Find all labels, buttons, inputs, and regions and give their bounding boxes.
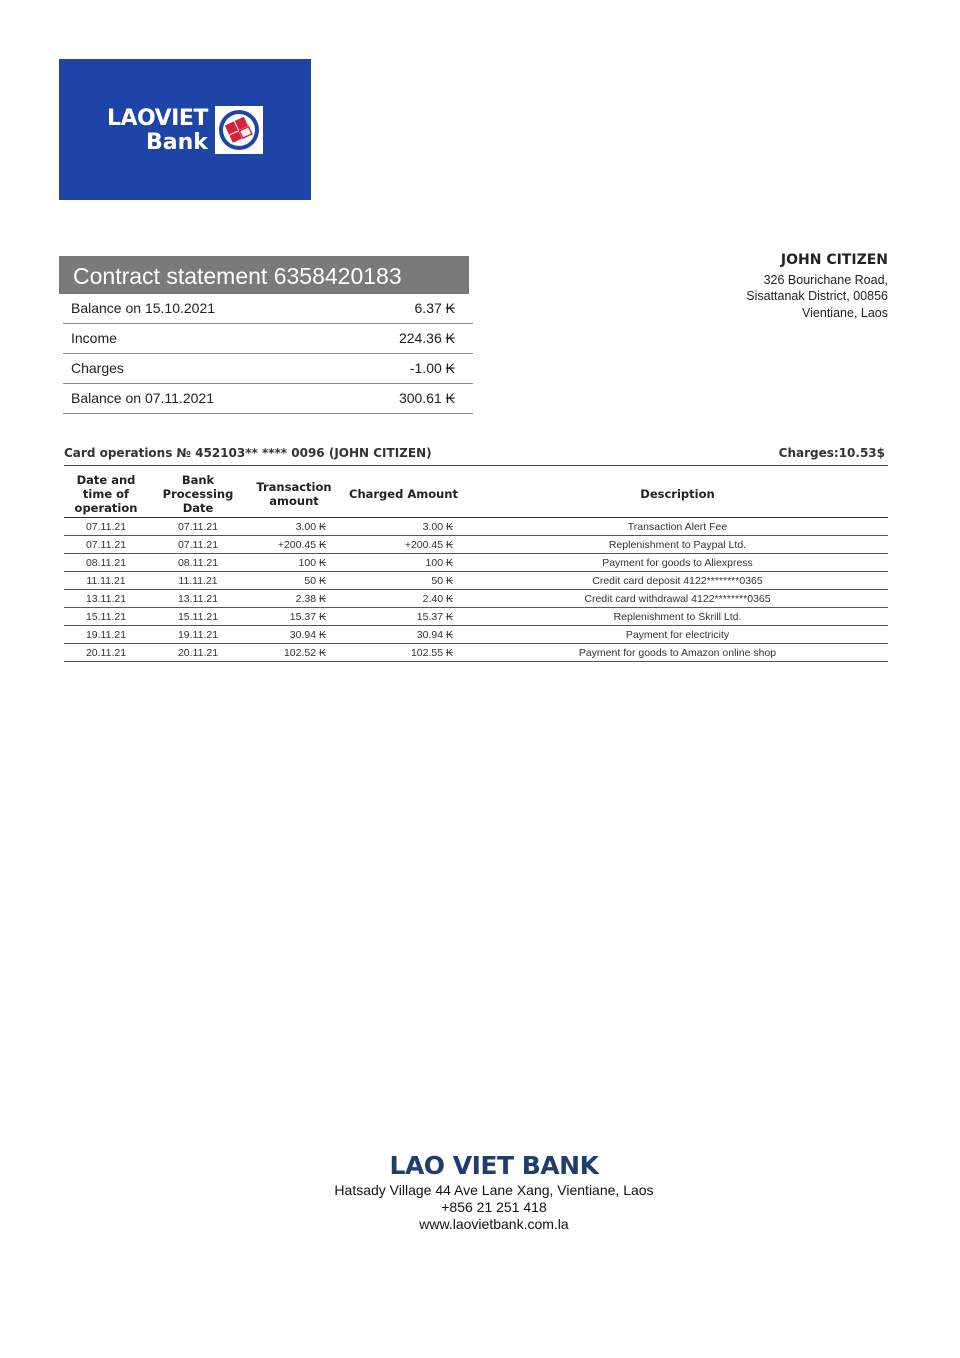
cell-transaction-amount: 15.37 ₭ (248, 608, 340, 626)
col-header-description: Description (467, 470, 888, 518)
cell-description: Payment for electricity (467, 626, 888, 644)
cell-date: 13.11.21 (64, 590, 148, 608)
cell-processing-date: 20.11.21 (148, 644, 248, 662)
bank-footer (0, 1150, 960, 1233)
cell-description: Credit card withdrawal 4122********0365 (467, 590, 888, 608)
table-row (64, 536, 888, 554)
footer-website-link[interactable]: www.laovietbank.com.la (419, 1216, 569, 1232)
contract-title: Contract statement 6358420183 (59, 256, 469, 294)
summary-row-income: Income 224.36 ₭ (63, 324, 473, 354)
card-operations-header (64, 444, 888, 466)
charges-total: Charges:10.53$ (778, 446, 885, 460)
summary-row-charges: Charges -1.00 ₭ (63, 354, 473, 384)
cell-processing-date: 08.11.21 (148, 554, 248, 572)
table-header-row (64, 470, 888, 518)
cell-description: Replenishment to Paypal Ltd. (467, 536, 888, 554)
cell-transaction-amount: +200.45 ₭ (248, 536, 340, 554)
cell-description: Transaction Alert Fee (467, 518, 888, 536)
cell-processing-date: 15.11.21 (148, 608, 248, 626)
cell-processing-date: 07.11.21 (148, 536, 248, 554)
customer-name: JOHN CITIZEN (780, 252, 888, 268)
address-line: Vientiane, Laos (802, 305, 888, 320)
cell-description: Payment for goods to Amazon online shop (467, 644, 888, 662)
cell-charged-amount: 102.55 ₭ (340, 644, 467, 662)
cell-transaction-amount: 102.52 ₭ (248, 644, 340, 662)
card-operations-table (64, 470, 888, 662)
card-operations-label: Card operations № 452103** **** 0096 (JOHN CITIZEN) (64, 446, 432, 460)
cell-date: 19.11.21 (64, 626, 148, 644)
address-line: Sisattanak District, 00856 (746, 289, 888, 303)
col-header-transaction-amount: Transaction amount (248, 470, 340, 518)
cell-date: 07.11.21 (64, 518, 148, 536)
summary-row-closing-balance: Balance on 07.11.2021 300.61 ₭ (63, 384, 473, 414)
table-row (64, 518, 888, 536)
divider (64, 465, 888, 466)
cell-date: 08.11.21 (64, 554, 148, 572)
footer-address: Hatsady Village 44 Ave Lane Xang, Vientiane, Laos (334, 1182, 654, 1198)
cell-description: Replenishment to Skrill Ltd. (467, 608, 888, 626)
cell-charged-amount: 3.00 ₭ (340, 518, 467, 536)
col-header-charged-amount: Charged Amount (340, 470, 467, 518)
customer-address (746, 252, 888, 321)
table-row (64, 644, 888, 662)
col-header-processing-date: Bank Processing Date (148, 470, 248, 518)
cell-date: 20.11.21 (64, 644, 148, 662)
cell-processing-date: 19.11.21 (148, 626, 248, 644)
cell-transaction-amount: 30.94 ₭ (248, 626, 340, 644)
cell-charged-amount: 15.37 ₭ (340, 608, 467, 626)
cell-description: Payment for goods to Aliexpress (467, 554, 888, 572)
bank-logo (59, 59, 311, 200)
cell-description: Credit card deposit 4122********0365 (467, 572, 888, 590)
cell-charged-amount: +200.45 ₭ (340, 536, 467, 554)
col-header-date: Date and time of operation (64, 470, 148, 518)
cell-charged-amount: 100 ₭ (340, 554, 467, 572)
logo-wordmark: LAOVIET Bank (107, 106, 208, 155)
cell-date: 15.11.21 (64, 608, 148, 626)
cell-charged-amount: 50 ₭ (340, 572, 467, 590)
cell-transaction-amount: 100 ₭ (248, 554, 340, 572)
table-row (64, 572, 888, 590)
summary-row-opening-balance: Balance on 15.10.2021 6.37 ₭ (63, 294, 473, 324)
table-row (64, 554, 888, 572)
cell-date: 07.11.21 (64, 536, 148, 554)
footer-bank-name: LAO VIET BANK (389, 1151, 599, 1180)
cell-processing-date: 11.11.21 (148, 572, 248, 590)
cell-charged-amount: 30.94 ₭ (340, 626, 467, 644)
table-row (64, 608, 888, 626)
cell-charged-amount: 2.40 ₭ (340, 590, 467, 608)
cell-transaction-amount: 3.00 ₭ (248, 518, 340, 536)
cell-transaction-amount: 50 ₭ (248, 572, 340, 590)
table-row (64, 590, 888, 608)
address-line: 326 Bourichane Road, (763, 272, 888, 287)
footer-phone: +856 21 251 418 (441, 1199, 547, 1215)
cell-date: 11.11.21 (64, 572, 148, 590)
cell-processing-date: 13.11.21 (148, 590, 248, 608)
cell-transaction-amount: 2.38 ₭ (248, 590, 340, 608)
contract-summary (59, 256, 473, 414)
cell-processing-date: 07.11.21 (148, 518, 248, 536)
table-row (64, 626, 888, 644)
bank-emblem-icon (214, 105, 264, 155)
